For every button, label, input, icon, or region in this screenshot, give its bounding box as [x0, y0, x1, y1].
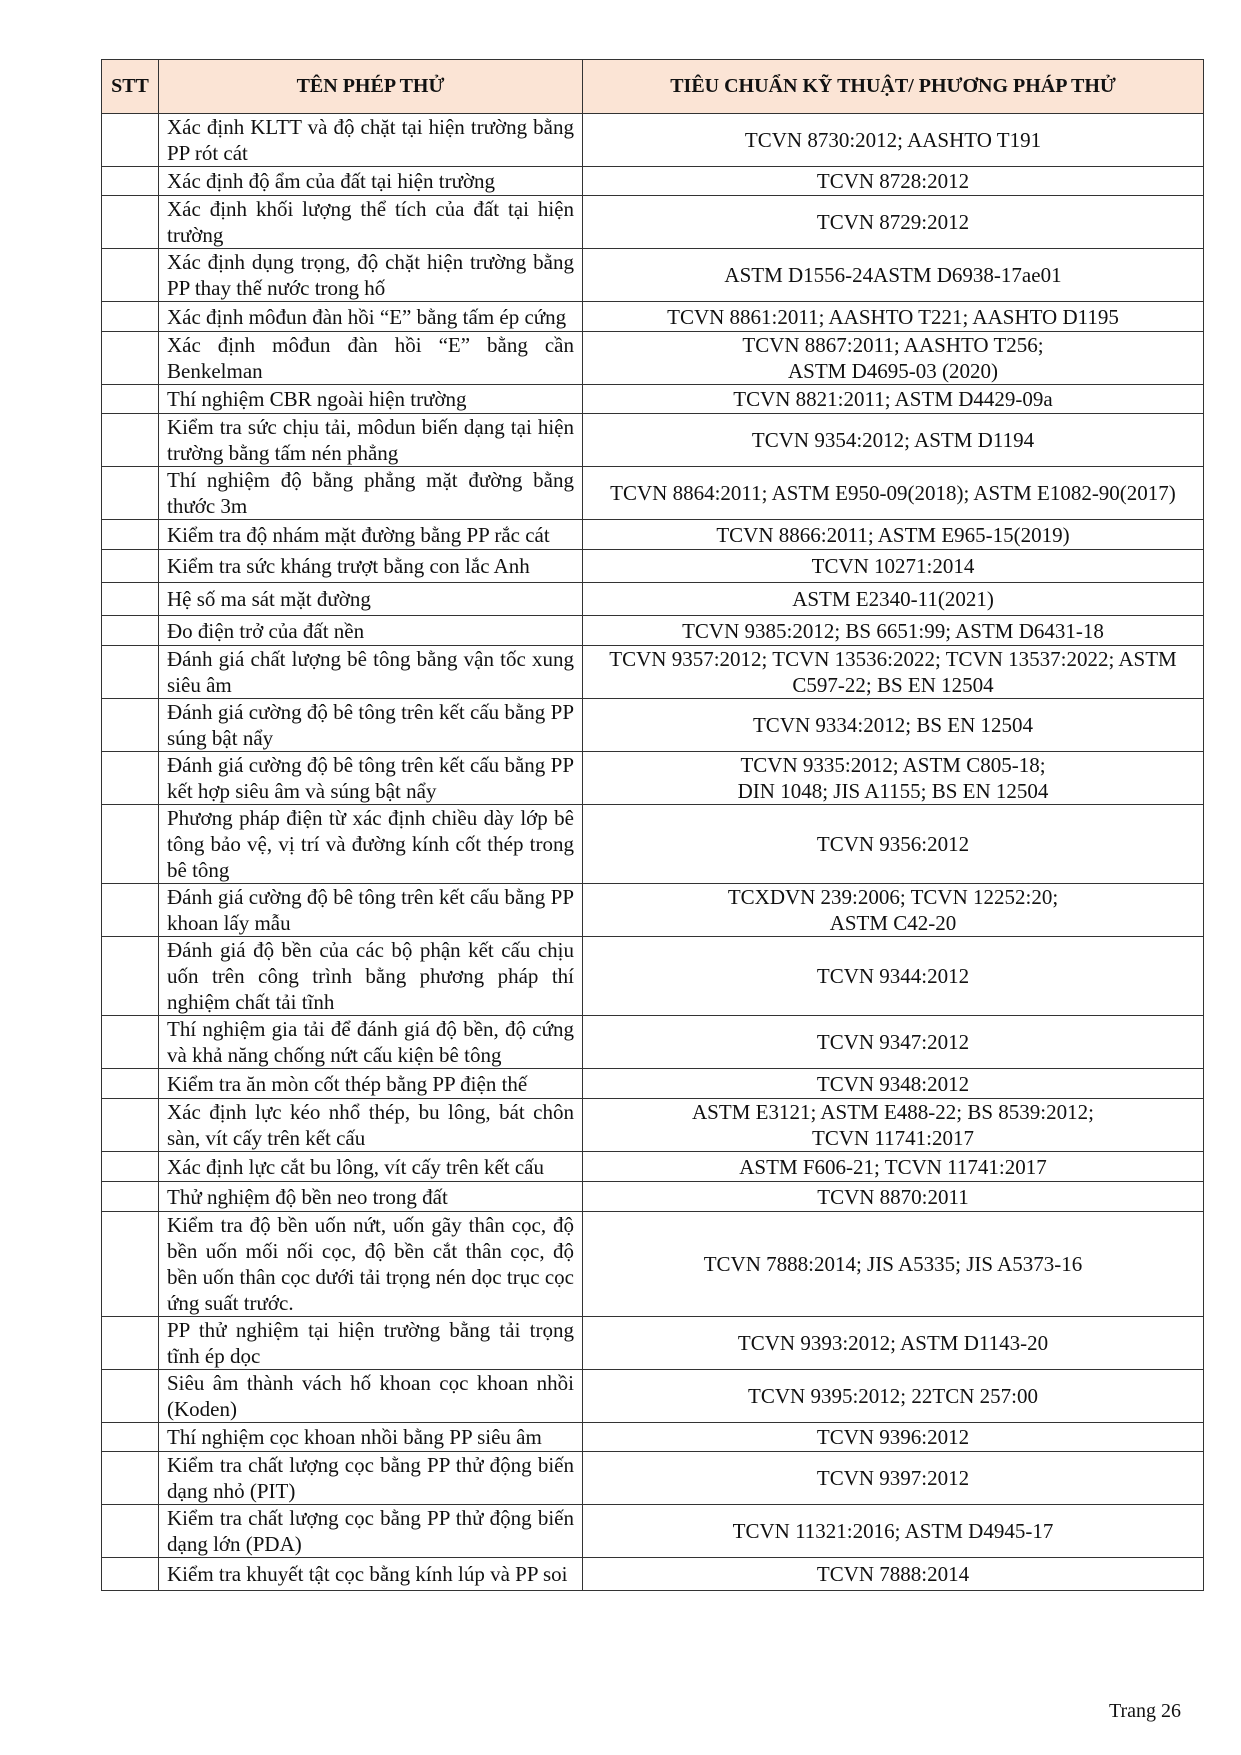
- stt-cell: [102, 114, 159, 167]
- header-stt: STT: [102, 60, 159, 114]
- stt-cell: [102, 467, 159, 520]
- table-row: [102, 1099, 1204, 1152]
- stt-cell: [102, 752, 159, 805]
- test-name-cell: Đánh giá cường độ bê tông trên kết cấu bằng PP kết hợp siêu âm và súng bật nẩy: [159, 752, 583, 805]
- standard-cell: TCVN 9335:2012; ASTM C805-18; DIN 1048; JIS A1155; BS EN 12504: [583, 752, 1204, 805]
- test-name-cell: Kiểm tra sức chịu tải, môdun biến dạng tại hiện trường bằng tấm nén phẳng: [159, 414, 583, 467]
- stt-cell: [102, 583, 159, 616]
- stt-cell: [102, 1558, 159, 1591]
- table-row: [102, 752, 1204, 805]
- table-row: [102, 646, 1204, 699]
- standard-cell: TCVN 9385:2012; BS 6651:99; ASTM D6431-18: [583, 616, 1204, 646]
- standard-cell: TCVN 9395:2012; 22TCN 257:00: [583, 1370, 1204, 1423]
- standard-cell: TCVN 8864:2011; ASTM E950-09(2018); ASTM E1082-90(2017): [583, 467, 1204, 520]
- test-name-cell: Đánh giá chất lượng bê tông bằng vận tốc xung siêu âm: [159, 646, 583, 699]
- table-row: [102, 1182, 1204, 1212]
- test-name-cell: Thí nghiệm độ bằng phẳng mặt đường bằng thước 3m: [159, 467, 583, 520]
- table-row: [102, 699, 1204, 752]
- stt-cell: [102, 1212, 159, 1317]
- table-row: [102, 414, 1204, 467]
- test-name-cell: PP thử nghiệm tại hiện trường bằng tải trọng tĩnh ép dọc: [159, 1317, 583, 1370]
- standard-cell: TCVN 8870:2011: [583, 1182, 1204, 1212]
- standard-cell: TCVN 11321:2016; ASTM D4945-17: [583, 1505, 1204, 1558]
- test-name-cell: Hệ số ma sát mặt đường: [159, 583, 583, 616]
- test-name-cell: Thí nghiệm CBR ngoài hiện trường: [159, 385, 583, 414]
- stt-cell: [102, 937, 159, 1016]
- standard-cell: TCVN 9396:2012: [583, 1423, 1204, 1452]
- table-row: [102, 1505, 1204, 1558]
- table-row: [102, 1452, 1204, 1505]
- stt-cell: [102, 1099, 159, 1152]
- table-row: [102, 1069, 1204, 1099]
- stt-cell: [102, 1370, 159, 1423]
- test-name-cell: Thử nghiệm độ bền neo trong đất: [159, 1182, 583, 1212]
- table-header-row: [102, 60, 1204, 114]
- stt-cell: [102, 332, 159, 385]
- table-row: [102, 1317, 1204, 1370]
- test-name-cell: Đánh giá cường độ bê tông trên kết cấu bằng PP khoan lấy mẫu: [159, 884, 583, 937]
- table-row: [102, 805, 1204, 884]
- standard-cell: ASTM F606-21; TCVN 11741:2017: [583, 1152, 1204, 1182]
- test-standards-table: [101, 59, 1204, 1591]
- table-row: [102, 332, 1204, 385]
- test-name-cell: Kiểm tra sức kháng trượt bằng con lắc Anh: [159, 550, 583, 583]
- standard-cell: TCVN 8866:2011; ASTM E965-15(2019): [583, 520, 1204, 550]
- test-name-cell: Xác định môđun đàn hồi “E” bằng cần Benkelman: [159, 332, 583, 385]
- table-row: [102, 167, 1204, 196]
- test-name-cell: Đánh giá cường độ bê tông trên kết cấu bằng PP súng bật nẩy: [159, 699, 583, 752]
- stt-cell: [102, 414, 159, 467]
- test-name-cell: Kiểm tra khuyết tật cọc bằng kính lúp và PP soi: [159, 1558, 583, 1591]
- standard-cell: TCVN 9334:2012; BS EN 12504: [583, 699, 1204, 752]
- standard-cell: TCVN 8867:2011; AASHTO T256; ASTM D4695-03 (2020): [583, 332, 1204, 385]
- header-test-name: TÊN PHÉP THỬ: [159, 60, 583, 114]
- table-row: [102, 196, 1204, 249]
- stt-cell: [102, 167, 159, 196]
- test-name-cell: Kiểm tra độ bền uốn nứt, uốn gãy thân cọc, độ bền uốn mối nối cọc, độ bền cắt thân cọc, độ bền uốn thân cọc dưới tải trọng nén dọc trục cọc ứng suất trước.: [159, 1212, 583, 1317]
- table-row: [102, 302, 1204, 332]
- standard-cell: TCVN 9344:2012: [583, 937, 1204, 1016]
- standard-cell: TCVN 9356:2012: [583, 805, 1204, 884]
- test-name-cell: Kiểm tra ăn mòn cốt thép bằng PP điện thế: [159, 1069, 583, 1099]
- test-name-cell: Thí nghiệm cọc khoan nhồi bằng PP siêu âm: [159, 1423, 583, 1452]
- standard-cell: TCXDVN 239:2006; TCVN 12252:20; ASTM C42-20: [583, 884, 1204, 937]
- standard-cell: TCVN 7888:2014; JIS A5335; JIS A5373-16: [583, 1212, 1204, 1317]
- test-name-cell: Xác định lực kéo nhổ thép, bu lông, bát chôn sàn, vít cấy trên kết cấu: [159, 1099, 583, 1152]
- test-name-cell: Thí nghiệm gia tải để đánh giá độ bền, độ cứng và khả năng chống nứt cấu kiện bê tông: [159, 1016, 583, 1069]
- standard-cell: ASTM E2340-11(2021): [583, 583, 1204, 616]
- test-name-cell: Xác định dụng trọng, độ chặt hiện trường bằng PP thay thế nước trong hố: [159, 249, 583, 302]
- table-row: [102, 1212, 1204, 1317]
- stt-cell: [102, 196, 159, 249]
- stt-cell: [102, 1182, 159, 1212]
- test-name-cell: Xác định môđun đàn hồi “E” bằng tấm ép cứng: [159, 302, 583, 332]
- stt-cell: [102, 1317, 159, 1370]
- stt-cell: [102, 1452, 159, 1505]
- table-row: [102, 616, 1204, 646]
- standard-cell: TCVN 9393:2012; ASTM D1143-20: [583, 1317, 1204, 1370]
- page-number: Trang 26: [1108, 1700, 1181, 1722]
- test-name-cell: Xác định độ ẩm của đất tại hiện trường: [159, 167, 583, 196]
- test-name-cell: Xác định KLTT và độ chặt tại hiện trường bằng PP rót cát: [159, 114, 583, 167]
- stt-cell: [102, 550, 159, 583]
- table-row: [102, 937, 1204, 1016]
- header-standard: TIÊU CHUẨN KỸ THUẬT/ PHƯƠNG PHÁP THỬ: [583, 60, 1204, 114]
- test-name-cell: Phương pháp điện từ xác định chiều dày lớp bê tông bảo vệ, vị trí và đường kính cốt thép trong bê tông: [159, 805, 583, 884]
- stt-cell: [102, 1423, 159, 1452]
- test-name-cell: Xác định lực cắt bu lông, vít cấy trên kết cấu: [159, 1152, 583, 1182]
- standard-cell: TCVN 9357:2012; TCVN 13536:2022; TCVN 13537:2022; ASTM C597-22; BS EN 12504: [583, 646, 1204, 699]
- table-row: [102, 550, 1204, 583]
- table-row: [102, 114, 1204, 167]
- table-row: [102, 884, 1204, 937]
- stt-cell: [102, 1069, 159, 1099]
- stt-cell: [102, 884, 159, 937]
- test-name-cell: Kiểm tra chất lượng cọc bằng PP thử động biến dạng lớn (PDA): [159, 1505, 583, 1558]
- table-row: [102, 520, 1204, 550]
- standard-cell: TCVN 9347:2012: [583, 1016, 1204, 1069]
- stt-cell: [102, 520, 159, 550]
- stt-cell: [102, 699, 159, 752]
- standard-cell: TCVN 10271:2014: [583, 550, 1204, 583]
- standard-cell: TCVN 7888:2014: [583, 1558, 1204, 1591]
- stt-cell: [102, 805, 159, 884]
- table-row: [102, 467, 1204, 520]
- test-name-cell: Đánh giá độ bền của các bộ phận kết cấu chịu uốn trên công trình bằng phương pháp thí nghiệm chất tải tĩnh: [159, 937, 583, 1016]
- standard-cell: TCVN 8821:2011; ASTM D4429-09a: [583, 385, 1204, 414]
- test-name-cell: Siêu âm thành vách hố khoan cọc khoan nhồi (Koden): [159, 1370, 583, 1423]
- standard-cell: ASTM D1556-24ASTM D6938-17ae01: [583, 249, 1204, 302]
- stt-cell: [102, 1152, 159, 1182]
- stt-cell: [102, 385, 159, 414]
- standard-cell: TCVN 9397:2012: [583, 1452, 1204, 1505]
- standard-cell: TCVN 8728:2012: [583, 167, 1204, 196]
- test-name-cell: Đo điện trở của đất nền: [159, 616, 583, 646]
- table-row: [102, 1016, 1204, 1069]
- table-row: [102, 583, 1204, 616]
- stt-cell: [102, 616, 159, 646]
- table-row: [102, 385, 1204, 414]
- test-name-cell: Kiểm tra độ nhám mặt đường bằng PP rắc cát: [159, 520, 583, 550]
- standard-cell: TCVN 8729:2012: [583, 196, 1204, 249]
- table-row: [102, 1423, 1204, 1452]
- stt-cell: [102, 646, 159, 699]
- stt-cell: [102, 1505, 159, 1558]
- table-row: [102, 1558, 1204, 1591]
- standard-cell: TCVN 8861:2011; AASHTO T221; AASHTO D1195: [583, 302, 1204, 332]
- stt-cell: [102, 1016, 159, 1069]
- table-row: [102, 1370, 1204, 1423]
- standard-cell: TCVN 9354:2012; ASTM D1194: [583, 414, 1204, 467]
- standard-cell: TCVN 8730:2012; AASHTO T191: [583, 114, 1204, 167]
- standard-cell: TCVN 9348:2012: [583, 1069, 1204, 1099]
- stt-cell: [102, 249, 159, 302]
- standard-cell: ASTM E3121; ASTM E488-22; BS 8539:2012; TCVN 11741:2017: [583, 1099, 1204, 1152]
- test-name-cell: Kiểm tra chất lượng cọc bằng PP thử động biến dạng nhỏ (PIT): [159, 1452, 583, 1505]
- table-row: [102, 249, 1204, 302]
- test-name-cell: Xác định khối lượng thể tích của đất tại hiện trường: [159, 196, 583, 249]
- table-row: [102, 1152, 1204, 1182]
- stt-cell: [102, 302, 159, 332]
